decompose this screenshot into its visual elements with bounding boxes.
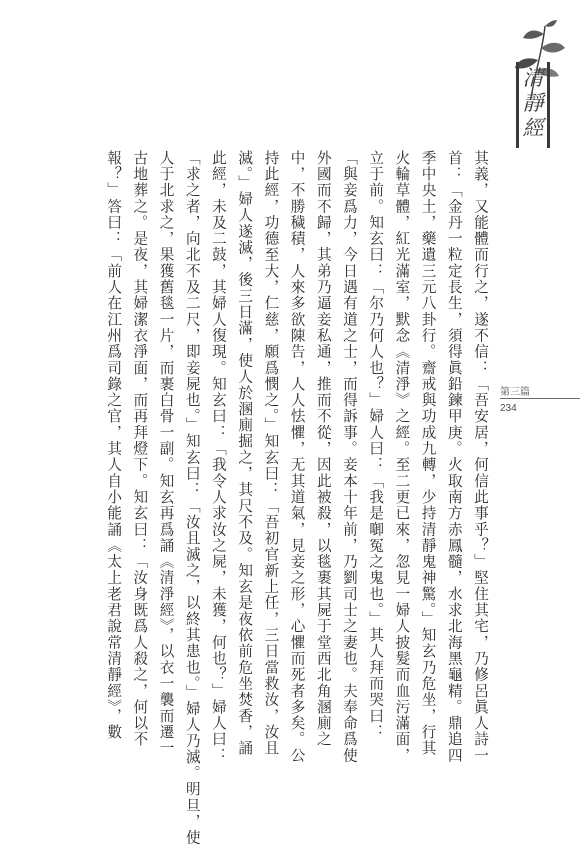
text-column: 報？」答曰：「前人在江州爲司錄之官，其人自小能誦《太上老君說常清靜經》，數	[105, 150, 123, 741]
text-column: 人于北求之，果獲舊毯一片，而裹白骨一副。知玄再爲誦《清淨經》，以衣一襲而遷一	[157, 150, 175, 757]
book-title-char: 靜	[522, 91, 544, 115]
text-column: 此經，未及二鼓，其婦人復現。知玄曰：「我令人求汝之屍，未獲，何也？」婦人曰：	[209, 150, 227, 764]
text-column: 滅。」婦人遂滅，後三日滿，使人於溷廁掘之，其尺不及。知玄是夜依前危坐焚香，誦	[236, 150, 254, 757]
text-column: 古地葬之。是夜，其婦潔衣淨面，而再拜燈下。知玄曰：「汝身既爲人殺之，何以不	[131, 150, 149, 748]
text-column: 首：「金丹一粒定長生，須得眞鉛鍊甲庚。火取南方赤鳳髓，水求北海黑龜精。鼎追四	[445, 150, 463, 764]
text-column: 「求之者，向北不及二尺，即妾屍也。」知玄曰：「汝且滅之，以終其患也。」婦人乃滅。明旦，使	[183, 150, 201, 846]
section-label: 第三篇	[500, 387, 530, 398]
text-column: 外國而不歸，其弟乃逼妾私通，推而不從，因此被殺，以毯裹其屍于堂西北角溷廁之	[314, 150, 332, 748]
section-divider	[500, 398, 580, 399]
book-title-char: 經	[522, 116, 544, 140]
page-number: 234	[500, 403, 517, 414]
book-title	[518, 66, 548, 141]
text-column: 持此經，功德至大，仁慈，願爲憫之。」知玄曰：「吾初官新上任，三日當救汝，汝且	[262, 150, 280, 757]
text-column: 「與妾爲力，今日遇有道之士，而得訴事。妾本十年前，乃劉司士之妻也。夫奉命爲使	[340, 150, 358, 764]
text-column: 中，不勝穢積，人來多欲陳告，人人怯懼，无其道氣，見妾之形，心懼而死者多矣。公	[288, 150, 306, 764]
text-column: 其義，又能體而行之，遂不信：「吾安居，何信此事乎？」堅住其宅，乃修呂眞人詩一	[472, 150, 489, 764]
text-column: 立于前。知玄曰：「尔乃何人也？」婦人曰：「我是啣冤之鬼也。」其人拜而哭曰：	[367, 150, 385, 741]
vertical-text-body	[100, 150, 493, 846]
text-column: 季中央土，藥遺三元八卦行。齋戒與功成九轉，少持清靜鬼神驚。」知玄乃危坐，行其	[419, 150, 437, 757]
text-column: 火輪草體，紅光滿室，默念《清淨》之經。至二更已來，忽見一婦人披髮而血污滿面，	[393, 150, 411, 764]
book-title-char: 清	[522, 66, 544, 90]
